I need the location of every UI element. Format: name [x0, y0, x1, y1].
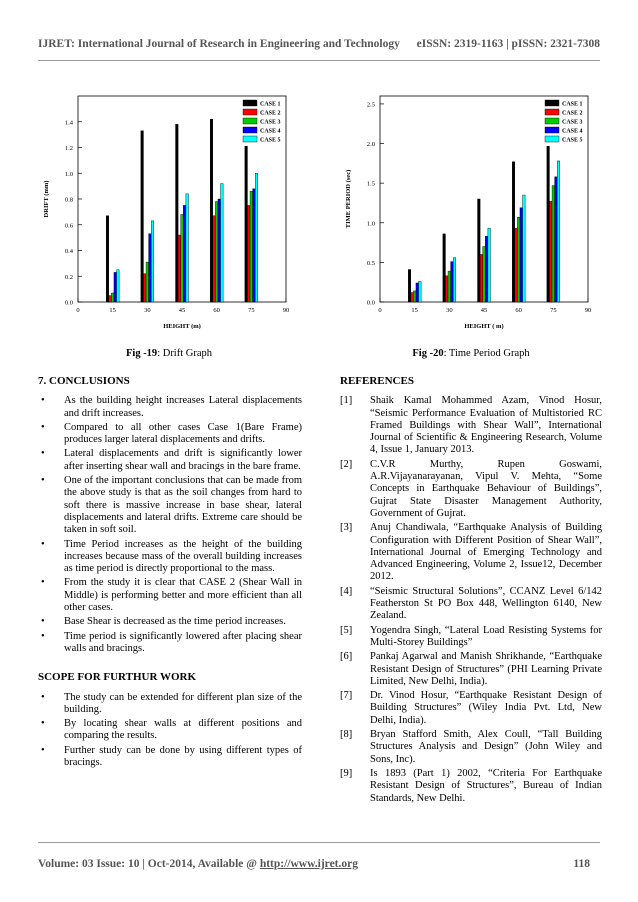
y-tick-label: 0.4: [64, 248, 73, 255]
legend-label: CASE 1: [562, 101, 583, 108]
x-tick-label: 0: [76, 307, 80, 314]
page-number: 118: [573, 858, 590, 870]
bar: [218, 199, 221, 302]
bar: [488, 228, 491, 302]
references-list: [340, 395, 602, 805]
reference-text: Shaik Kamal Mohammed Azam, Vinod Hosur, “Seismic Performance Evaluation of Multistoried RC Framed Buildings with Shear Wall”, International Journal of Scientific & Engineering Research, Volume 4, Issue 1, January 2013.: [370, 395, 602, 456]
bar: [480, 254, 483, 302]
reference-item: [340, 522, 602, 583]
reference-number: [6]: [340, 651, 353, 663]
list-item: • Further study can be done by using different types of bracings.: [38, 745, 302, 770]
legend-label: CASE 2: [260, 110, 281, 117]
reference-item: [340, 729, 602, 766]
drift-chart: [38, 88, 300, 340]
bar: [141, 131, 144, 302]
bar: [255, 173, 258, 302]
reference-item: [340, 459, 602, 520]
y-tick-label: 0.2: [64, 273, 73, 281]
reference-number: [1]: [340, 395, 353, 407]
bar: [557, 161, 560, 302]
bar: [117, 270, 120, 302]
reference-text: Yogendra Singh, “Lateral Load Resisting Systems for Multi-Storey Buildings”: [370, 624, 602, 648]
bar: [515, 228, 518, 302]
bar: [114, 272, 117, 302]
issn: eISSN: 2319-1163 | pISSN: 2321-7308: [416, 38, 600, 50]
conclusions-list: [38, 395, 302, 655]
page-header: [38, 38, 600, 50]
reference-item: [340, 586, 602, 623]
caption-text: : Drift Graph: [157, 348, 213, 359]
footer-rule: [38, 842, 600, 843]
reference-item: [340, 651, 602, 688]
x-tick-label: 45: [480, 307, 488, 314]
time-period-chart: [340, 88, 602, 340]
legend-swatch: [545, 127, 559, 133]
bar: [146, 262, 149, 302]
legend-label: CASE 5: [260, 137, 281, 144]
y-tick-label: 1.5: [366, 180, 375, 188]
bar: [555, 177, 558, 302]
list-item: • Time Period increases as the height of the building increases because mass of the overall building increases as time period is directly proportional to the mass.: [38, 539, 302, 576]
reference-number: [7]: [340, 690, 353, 702]
bar: [408, 270, 411, 302]
scope-list: [38, 692, 302, 770]
bar: [186, 194, 189, 302]
legend-label: CASE 5: [562, 137, 583, 144]
bar: [552, 186, 555, 302]
conclusions-heading: 7. CONCLUSIONS: [38, 375, 130, 387]
y-axis-label: DRIFT (mm): [43, 180, 50, 218]
footer-volume: Volume: 03 Issue: 10 | Oct-2014, Available @: [38, 858, 260, 870]
x-axis-label: HEIGHT (m): [163, 323, 201, 330]
scope-heading: SCOPE FOR FURTHUR WORK: [38, 671, 197, 684]
bar: [451, 262, 454, 302]
bar: [210, 119, 213, 302]
y-axis-label: TIME PERIOD (sec): [345, 169, 352, 229]
bar: [143, 274, 146, 302]
bar: [517, 217, 520, 302]
y-tick-label: 1.0: [64, 170, 73, 178]
list-item: • From the study it is clear that CASE 2 (Shear Wall in Middle) is performing better and more efficient than all other cases.: [38, 577, 302, 614]
bar: [149, 234, 152, 302]
y-tick-label: 2.5: [366, 101, 375, 109]
bar: [178, 235, 181, 302]
bar: [109, 296, 112, 302]
reference-text: Is 1893 (Part 1) 2002, “Criteria For Earthquake Resistant Design of Structures”, Bureau of Indian Standards, New Delhi.: [370, 767, 602, 804]
list-item: • Compared to all other cases Case 1(Bare Frame) produces larger lateral displacements and drifts.: [38, 422, 302, 447]
bar: [445, 276, 448, 302]
bar: [547, 124, 550, 302]
x-tick-label: 60: [213, 307, 220, 314]
bar: [250, 191, 253, 302]
x-tick-label: 0: [378, 307, 382, 314]
bar: [419, 281, 422, 302]
bar: [520, 208, 523, 302]
figure-20-caption: [340, 348, 602, 359]
x-tick-label: 45: [178, 307, 186, 314]
x-tick-label: 30: [144, 307, 151, 314]
list-item: • By locating shear walls at different positions and comparing the results.: [38, 718, 302, 743]
legend-swatch: [545, 109, 559, 115]
bar: [416, 283, 419, 302]
x-tick-label: 75: [248, 307, 255, 314]
figure-drift-graph: [38, 88, 300, 340]
journal-name: IJRET: International Journal of Research in Engineering and Technology: [38, 38, 400, 50]
right-column: [340, 375, 602, 807]
y-tick-label: 0.5: [366, 259, 375, 267]
bar: [106, 216, 109, 302]
bar: [213, 216, 216, 302]
bar: [411, 292, 414, 302]
bar: [183, 205, 186, 302]
legend-label: CASE 2: [562, 110, 583, 117]
x-tick-label: 75: [550, 307, 557, 314]
figure-time-period-graph: [340, 88, 602, 340]
reference-text: C.V.R Murthy, Rupen Goswami, A.R.Vijayanarayanan, Vipul V. Mehta, “Some Concepts in Earthquake Behaviour of Buildings”, Gujrat State Disaster Management Authority, Government of Gujrat.: [370, 458, 602, 519]
bar: [549, 201, 552, 302]
list-item: • Lateral displacements and drift is significantly lower after inserting shear wall and bracings in the bare frame.: [38, 448, 302, 473]
bar: [111, 293, 114, 302]
reference-item: [340, 768, 602, 805]
list-item: • The study can be extended for different plan size of the building.: [38, 692, 302, 717]
y-tick-label: 0.0: [64, 299, 73, 307]
list-item: • Time period is significantly lowered after placing shear walls and bracings.: [38, 631, 302, 656]
caption-number: Fig -20: [412, 348, 444, 359]
bar: [247, 205, 250, 302]
x-tick-label: 90: [584, 307, 592, 314]
bar: [215, 202, 218, 302]
reference-text: Anuj Chandiwala, “Earthquake Analysis of Building Configuration with Different Position of Shear Wall”, International Journal of Emerging Technology and Advanced Engineering, Volume 2, Issue12, December 2012.: [370, 522, 602, 583]
caption-text: : Time Period Graph: [443, 348, 530, 359]
legend-label: CASE 3: [562, 119, 583, 126]
legend-label: CASE 4: [260, 128, 281, 135]
x-tick-label: 15: [411, 307, 418, 314]
y-tick-label: 0.6: [64, 222, 73, 230]
bar: [413, 291, 416, 302]
left-column: [38, 375, 302, 771]
y-tick-label: 0.0: [366, 299, 375, 307]
bar: [523, 195, 526, 302]
reference-item: [340, 395, 602, 456]
bar: [176, 124, 179, 302]
list-item: • As the building height increases Lateral displacements and drift increases.: [38, 395, 302, 420]
y-tick-label: 2.0: [366, 141, 375, 149]
reference-number: [8]: [340, 729, 353, 741]
legend-label: CASE 1: [260, 101, 281, 108]
reference-text: Bryan Stafford Smith, Alex Coull, “Tall Building Structures Analysis and Design” (John Wiley and Sons, Inc).: [370, 729, 602, 765]
x-tick-label: 15: [109, 307, 116, 314]
legend-swatch: [545, 118, 559, 124]
x-tick-label: 90: [282, 307, 290, 314]
bar: [443, 234, 446, 302]
y-tick-label: 0.8: [64, 196, 73, 204]
list-item: • One of the important conclusions that can be made from the above study is that as the soil changes from hard to soft there is massive increase in base shear, lateral displacements and lateral drifts. Extreme care should be taken in soft soil.: [38, 475, 302, 536]
bar: [478, 199, 481, 302]
x-tick-label: 60: [515, 307, 522, 314]
x-axis-label: HEIGHT ( m): [464, 323, 504, 330]
x-tick-label: 30: [446, 307, 453, 314]
bar: [512, 162, 515, 302]
references-heading: REFERENCES: [340, 375, 414, 387]
header-rule: [38, 60, 600, 61]
legend-swatch: [243, 118, 257, 124]
legend-label: CASE 3: [260, 119, 281, 126]
reference-item: [340, 625, 602, 650]
reference-item: [340, 690, 602, 727]
reference-number: [3]: [340, 522, 353, 534]
reference-text: Pankaj Agarwal and Manish Shrikhande, “Earthquake Resistant Design of Structures” (PHI Learning Private Limited, New Delhi, India).: [370, 651, 602, 687]
caption-number: Fig -19: [125, 348, 158, 359]
y-tick-label: 1.2: [64, 145, 73, 152]
journal-link[interactable]: http://www.ijret.org: [259, 858, 358, 870]
bar: [483, 247, 486, 302]
legend-swatch: [243, 127, 257, 133]
y-tick-label: 1.0: [366, 220, 375, 228]
reference-number: [2]: [340, 458, 353, 470]
reference-text: Dr. Vinod Hosur, “Earthquake Resistant Design of Building Structures” (Wiley India Pvt. Ltd, New Delhi, India).: [370, 690, 602, 726]
page-footer: [38, 858, 600, 870]
reference-number: [9]: [340, 767, 353, 779]
reference-number: [4]: [340, 585, 353, 597]
bar: [253, 189, 256, 302]
reference-number: [5]: [340, 624, 353, 636]
bar: [221, 184, 224, 302]
bar: [485, 236, 488, 302]
bar: [448, 271, 451, 302]
bar: [453, 258, 456, 302]
figure-19-caption: [38, 348, 300, 359]
legend-label: CASE 4: [562, 128, 583, 135]
y-tick-label: 1.4: [64, 119, 73, 127]
legend-swatch: [243, 100, 257, 106]
bar: [151, 221, 154, 302]
legend-swatch: [545, 136, 559, 142]
legend-swatch: [545, 100, 559, 106]
reference-text: “Seismic Structural Solutions”, CCANZ Level 6/142 Featherston St PO Box 448, Wellington 6140, New Zealand.: [370, 585, 602, 622]
legend-swatch: [243, 136, 257, 142]
legend-swatch: [243, 109, 257, 115]
list-item: • Base Shear is decreased as the time period increases.: [38, 616, 302, 628]
bar: [181, 214, 184, 302]
